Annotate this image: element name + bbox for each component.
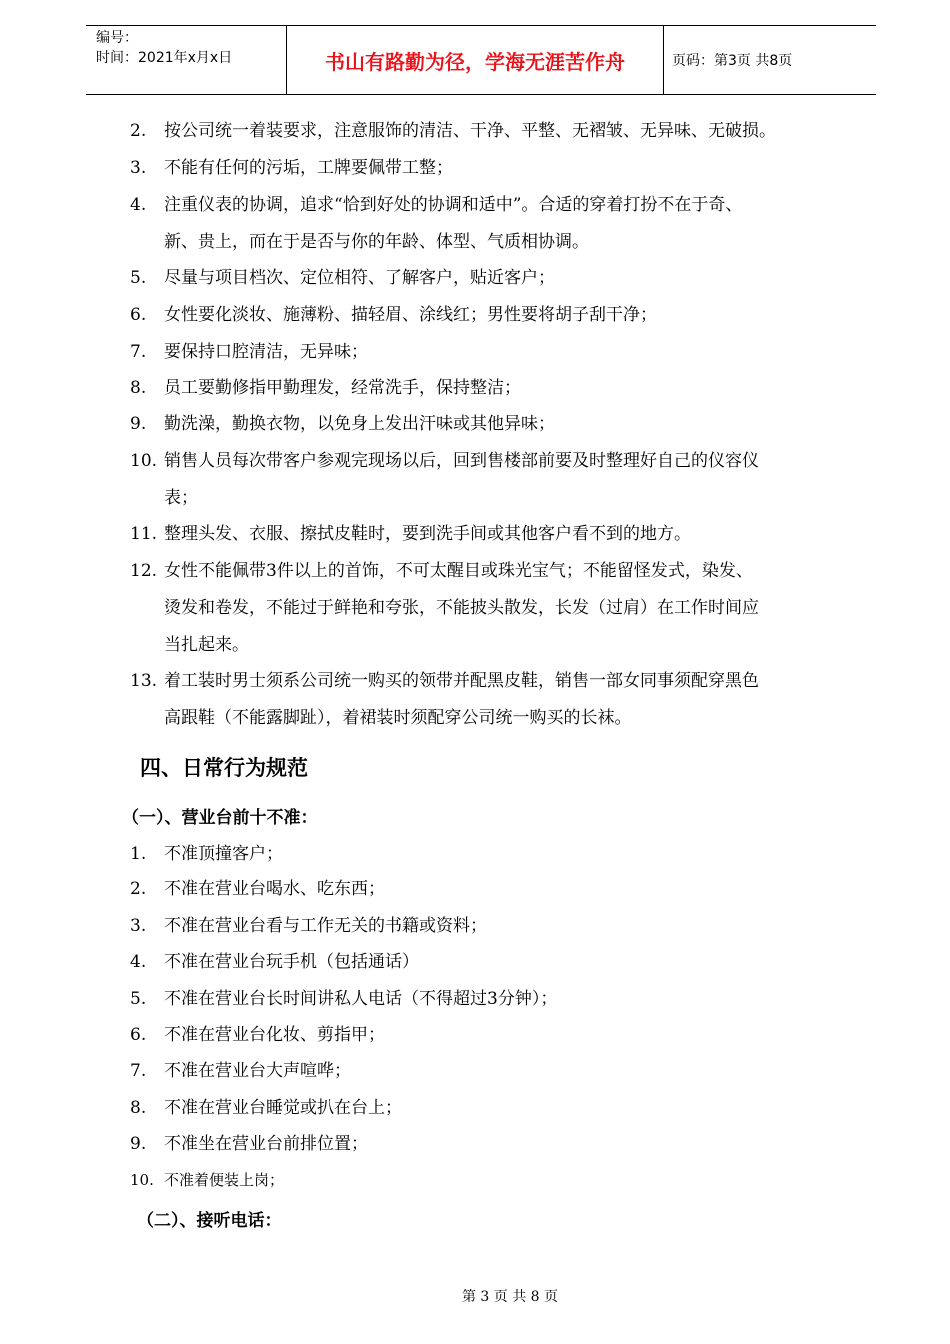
list-item-text: 按公司统一着装要求，注意服饰的清洁、干净、平整、无褶皱、无异味、无破损。 xyxy=(164,121,776,141)
list-item xyxy=(0,700,950,736)
page-footer: 第 3 页 共 8 页 xyxy=(461,1289,559,1305)
list-item xyxy=(0,297,950,333)
list-item xyxy=(0,553,950,589)
list-item xyxy=(0,1090,950,1126)
list-item xyxy=(0,590,950,626)
list-item xyxy=(0,187,950,223)
list-item-number: 5. xyxy=(130,989,147,1009)
list-item-number: 8. xyxy=(130,1098,147,1118)
list-item-text: 不准在营业台大声喧哗； xyxy=(164,1061,351,1081)
list-item-number: 7. xyxy=(130,342,147,362)
list-item xyxy=(0,224,950,260)
list-item-number: 2. xyxy=(130,121,147,141)
list-item-text: 当扎起来。 xyxy=(164,635,249,655)
list-item-number: 4. xyxy=(130,952,147,972)
list-item-text: 着工装时男士须系公司统一购买的领带并配黑皮鞋，销售一部女同事须配穿黑色 xyxy=(164,671,759,691)
list-item-number: 1. xyxy=(130,844,147,864)
list-item-text: 不准在营业台看与工作无关的书籍或资料； xyxy=(164,916,487,936)
list-item xyxy=(0,443,950,479)
header-page-info: 页码：第3页 共8页 xyxy=(672,53,793,69)
list-item xyxy=(0,944,950,980)
list-item xyxy=(0,260,950,296)
list-item xyxy=(0,1053,950,1089)
list-item-number: 11. xyxy=(130,524,158,544)
list-item xyxy=(0,663,950,699)
list-item-text: 尽量与项目档次、定位相符、了解客户，贴近客户； xyxy=(164,268,555,288)
list-item xyxy=(0,908,950,944)
section-title: 四、日常行为规范 xyxy=(140,756,308,780)
list-item-text: 不准在营业台化妆、剪指甲； xyxy=(164,1025,385,1045)
list-item-text: 女性要化淡妆、施薄粉、描轻眉、涂线红；男性要将胡子刮干净； xyxy=(164,305,657,325)
list-item-number: 6. xyxy=(130,1025,147,1045)
list-item-text: 注重仪表的协调，追求“恰到好处的协调和适中”。合适的穿着打扮不在于奇、 xyxy=(164,195,743,215)
list-item-text: 要保持口腔清洁，无异味； xyxy=(164,342,368,362)
list-item-text: 新、贵上，而在于是否与你的年龄、体型、气质相协调。 xyxy=(164,232,589,252)
list-item-text: 整理头发、衣服、擦拭皮鞋时，要到洗手间或其他客户看不到的地方。 xyxy=(164,524,691,544)
list-item-number: 9. xyxy=(130,1134,147,1154)
list-item-text: 不准着便装上岗； xyxy=(164,1171,285,1189)
list-item-number: 12. xyxy=(130,561,158,581)
header-left xyxy=(96,28,286,68)
list-item-number: 13. xyxy=(130,671,158,691)
list-item-number: 3. xyxy=(130,158,147,178)
list-item xyxy=(0,836,950,872)
list-item xyxy=(0,334,950,370)
header-motto: 书山有路勤为径，学海无涯苦作舟 xyxy=(286,26,664,94)
list-item xyxy=(0,150,950,186)
list-item-text: 不准顶撞客户； xyxy=(164,844,283,864)
subsection-title-2: （二）、接听电话： xyxy=(137,1211,282,1231)
list-item-text: 不准坐在营业台前排位置； xyxy=(164,1134,368,1154)
list-item-text: 不准在营业台睡觉或扒在台上； xyxy=(164,1098,402,1118)
list-item xyxy=(0,1126,950,1162)
header-time-label: 时间：2021年x月x日 xyxy=(96,50,233,66)
list-item xyxy=(0,627,950,663)
list-item-number: 6. xyxy=(130,305,147,325)
list-item xyxy=(0,406,950,442)
list-item-text: 不准在营业台玩手机（包括通话） xyxy=(164,952,419,972)
list-item-text: 女性不能佩带3件以上的首饰，不可太醒目或珠光宝气；不能留怪发式，染发、 xyxy=(164,561,753,581)
list-item-text: 不能有任何的污垢，工牌要佩带工整； xyxy=(164,158,453,178)
list-item-number: 9. xyxy=(130,414,147,434)
list-item xyxy=(0,113,950,149)
list-item-text: 不准在营业台喝水、吃东西； xyxy=(164,879,385,899)
list-item xyxy=(0,871,950,907)
list-item-number: 10. xyxy=(130,1171,154,1189)
subsection-title-1: （一）、营业台前十不准： xyxy=(122,808,318,828)
header-number-label: 编号： xyxy=(96,30,138,46)
list-item-number: 10. xyxy=(130,451,158,471)
list-item xyxy=(0,1162,950,1198)
list-item-number: 3. xyxy=(130,916,147,936)
page-header xyxy=(86,25,876,95)
list-item-number: 7. xyxy=(130,1061,147,1081)
list-item-text: 不准在营业台长时间讲私人电话（不得超过3分钟）； xyxy=(164,989,558,1009)
list-item-number: 8. xyxy=(130,378,147,398)
list-item-number: 4. xyxy=(130,195,147,215)
list-item xyxy=(0,981,950,1017)
list-item-text: 员工要勤修指甲勤理发，经常洗手，保持整洁； xyxy=(164,378,521,398)
list-item-number: 2. xyxy=(130,879,147,899)
list-item-text: 表； xyxy=(164,488,198,508)
list-item xyxy=(0,1017,950,1053)
list-item-text: 高跟鞋（不能露脚趾），着裙装时须配穿公司统一购买的长袜。 xyxy=(164,708,632,728)
list-item xyxy=(0,370,950,406)
list-item-number: 5. xyxy=(130,268,147,288)
list-item-text: 销售人员每次带客户参观完现场以后，回到售楼部前要及时整理好自己的仪容仪 xyxy=(164,451,759,471)
list-item xyxy=(0,480,950,516)
list-item xyxy=(0,516,950,552)
list-item-text: 烫发和卷发，不能过于鲜艳和夸张，不能披头散发，长发（过肩）在工作时间应 xyxy=(164,598,759,618)
list-item-text: 勤洗澡，勤换衣物，以免身上发出汗味或其他异味； xyxy=(164,414,555,434)
